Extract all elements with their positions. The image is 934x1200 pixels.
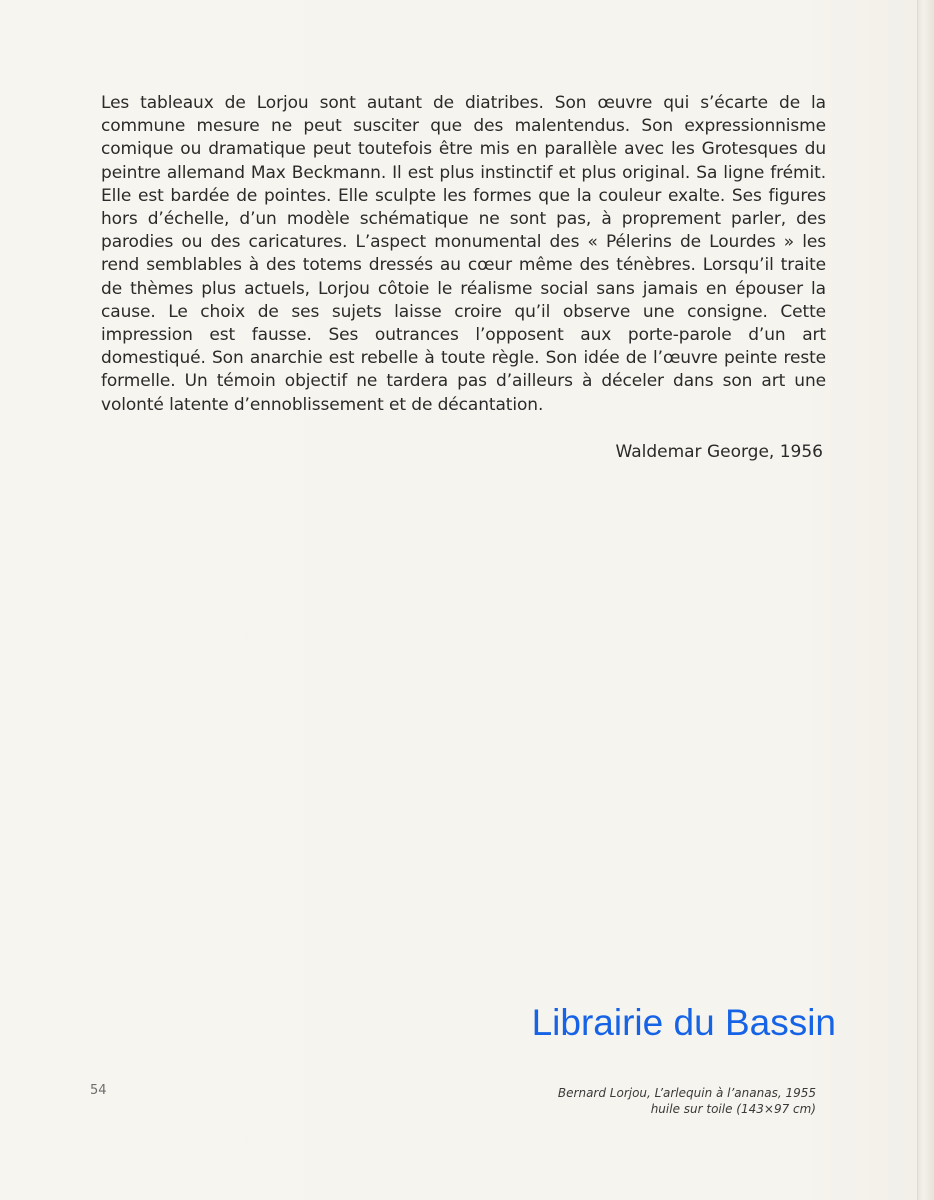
caption-title-line: Bernard Lorjou, L’arlequin à l’ananas, 1955 — [557, 1086, 816, 1100]
page-number: 54 — [90, 1083, 107, 1098]
article-paragraph: Les tableaux de Lorjou sont autant de diatribes. Son œuvre qui s’écarte de la commune mesure ne peut susciter que des malentendus. Son expressionnisme comique ou dramatique peut toutefois être mis en parallèle avec les Grotesques du peintre allemand Max Beckmann. Il est plus instinctif et plus original. Sa ligne frémit. Elle est bardée de pointes. Elle sculpte les formes que la couleur exalte. Ses figures hors d’échelle, d’un modèle schématique ne sont pas, à proprement parler, des parodies ou des caricatures. L’aspect monumental des « Pélerins de Lourdes » les rend semblables à des totems dressés au cœur même des ténèbres. Lorsqu’il traite de thèmes plus actuels, Lorjou côtoie le réalisme social sans jamais en épouser la cause. Le choix de ses sujets laisse croire qu’il observe une consigne. Cette impression est fausse. Ses outrances l’opposent aux porte-parole d’un art domestiqué. Son anarchie est rebelle à toute règle. Son idée de l’œuvre peinte reste formelle. Un témoin objectif ne tardera pas d’ailleurs à déceler dans son art une volonté latente d’ennoblissement et de décantation. — [101, 93, 826, 415]
caption-medium-line: huile sur toile (143×97 cm) — [650, 1102, 816, 1116]
author-signature: Waldemar George, 1956 — [615, 442, 823, 462]
artwork-caption — [460, 1085, 816, 1117]
watermark-text: Librairie du Bassin — [531, 1002, 836, 1043]
page-edge — [917, 0, 934, 1200]
